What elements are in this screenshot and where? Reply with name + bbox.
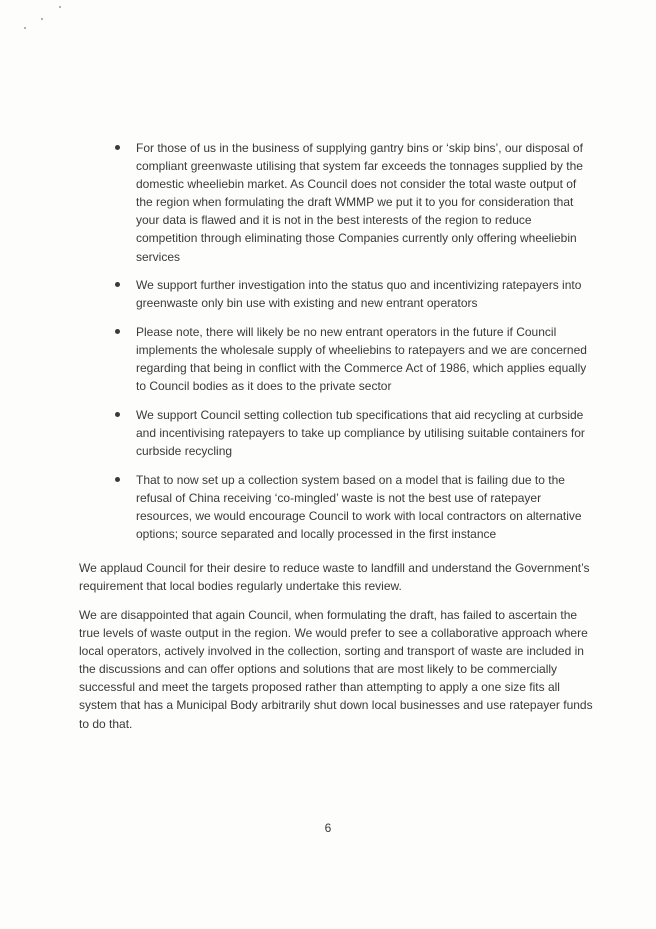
bullet-dot-icon (115, 477, 120, 482)
bullet-item (112, 276, 590, 312)
bullet-text: We support further investigation into the status quo and incentivizing ratepayers into greenwaste only bin use with existing and new entrant operators (136, 278, 582, 311)
bullet-item (112, 139, 590, 266)
bullet-text: That to now set up a collection system based on a model that is failing due to the refusal of China receiving ‘co-mingled’ waste is not the best use of ratepayer resources, we would encourage Council to work with local contractors on alternative options; source separated and locally processed in the first instance (136, 472, 582, 541)
page-number: 6 (324, 821, 332, 835)
bullet-text: For those of us in the business of supplying gantry bins or ‘skip bins’, our disposal of compliant greenwaste utilising that system far exceeds the tonnages supplied by the domestic wheeliebin market. As Council does not consider the total waste output of the region when formulating the draft WMMP we put it to you for consideration that your data is flawed and it is not in the best interests of the region to reduce competition through eliminating those Companies currently only offering wheeliebin services (136, 141, 583, 264)
bullet-dot-icon (115, 145, 120, 150)
bullet-item (112, 323, 590, 395)
bullet-list (112, 139, 590, 553)
bullet-item (112, 406, 590, 460)
bullet-dot-icon (115, 329, 120, 334)
scan-speck (24, 27, 26, 29)
scan-speck (41, 18, 43, 20)
body-paragraph: We are disappointed that again Council, when formulating the draft, has failed to ascertain the true levels of waste output in the region. We would prefer to see a collaborative approach where local operators, actively involved in the collection, sorting and transport of waste are included in the discussions and can offer options and solutions that are most likely to be commercially successful and meet the targets proposed rather than attempting to apply a one size fits all system that has a Municipal Body arbitrarily shut down local businesses and use ratepayer funds to do that. (79, 608, 593, 731)
bullet-dot-icon (115, 282, 120, 287)
bullet-text: Please note, there will likely be no new entrant operators in the future if Council implements the wholesale supply of wheeliebins to ratepayers and we are concerned regarding that being in conflict with the Commerce Act of 1986, which applies equally to Council bodies as it does to the private sector (136, 324, 587, 394)
body-paragraph: We applaud Council for their desire to reduce waste to landfill and understand the Government’s requirement that local bodies regularly undertake this review. (79, 561, 590, 594)
scan-speck (59, 6, 61, 8)
bullet-dot-icon (115, 412, 120, 417)
bullet-text: We support Council setting collection tub specifications that aid recycling at curbside and incentivising ratepayers to take up compliance by utilising suitable containers for curbside recycling (136, 407, 585, 458)
bullet-item (112, 471, 590, 543)
